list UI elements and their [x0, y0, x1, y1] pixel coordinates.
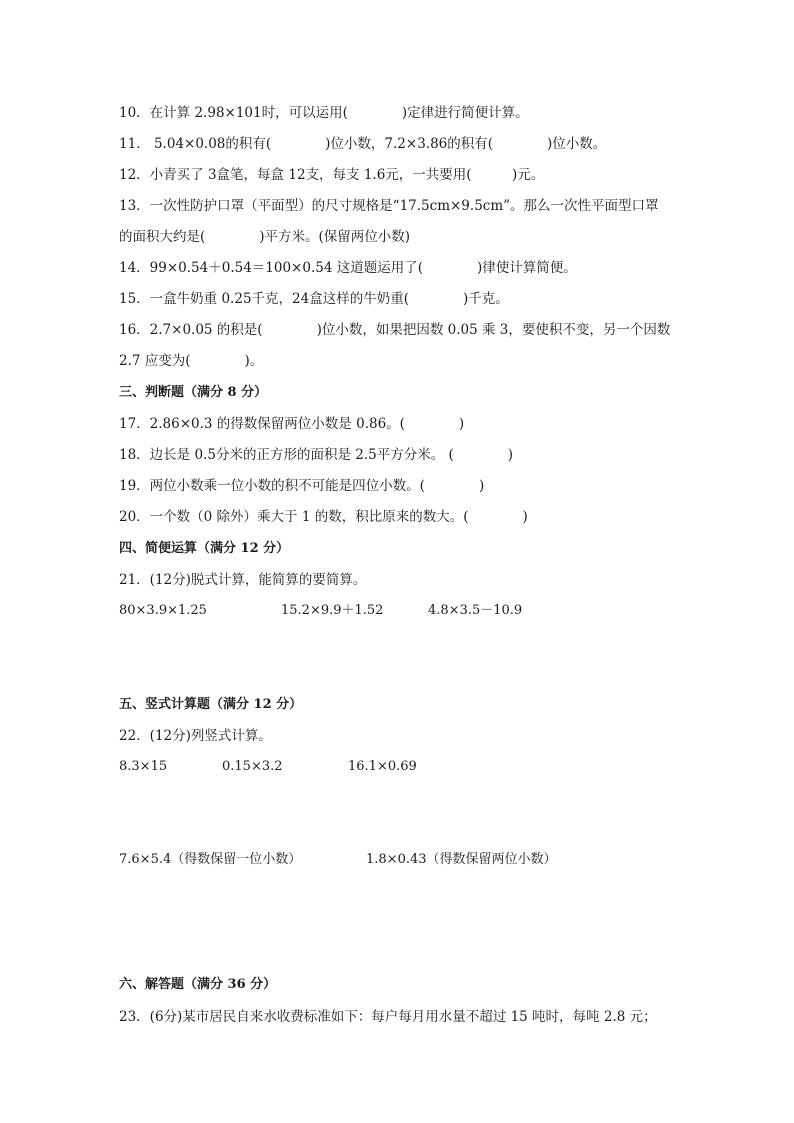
- question-13-line-1: 13．一次性防护口罩（平面型）的尺寸规格是“17.5cm×9.5cm”。那么一次性平面型口罩: [119, 198, 659, 214]
- question-19: 19．两位小数乘一位小数的积不可能是四位小数。( ): [119, 478, 485, 494]
- question-21: 21．(12分)脱式计算，能简算的要简算。: [119, 572, 367, 588]
- question-22: 22．(12分)列竖式计算。: [119, 728, 272, 744]
- expression-22-4: 7.6×5.4（得数保留一位小数）: [119, 852, 302, 867]
- expression-22-2: 0.15×3.2: [222, 759, 283, 774]
- question-23: 23．(6分)某市居民自来水收费标准如下：每户每月用水量不超过 15 吨时，每吨 2.8 元；: [119, 1009, 657, 1025]
- question-14: 14．99×0.54＋0.54＝100×0.54 这道题运用了( )律使计算简便。: [119, 260, 577, 276]
- section-6-heading: 六、解答题（满分 36 分）: [119, 977, 277, 992]
- question-20: 20．一个数（0 除外）乘大于 1 的数，积比原来的数大。( ): [119, 509, 528, 525]
- question-16-line-1: 16．2.7×0.05 的积是( )位小数，如果把因数 0.05 乘 3，要使积不变，另一个因数: [119, 322, 671, 338]
- question-13-line-2: 的面积大约是( )平方米。(保留两位小数): [119, 229, 411, 245]
- question-18: 18．边长是 0.5分米的正方形的面积是 2.5平方分米。 ( ): [119, 447, 514, 463]
- question-10: 10．在计算 2.98×101时，可以运用( )定律进行简便计算。: [119, 105, 529, 121]
- expression-22-1: 8.3×15: [119, 759, 168, 774]
- question-16-line-2: 2.7 应变为( )。: [119, 353, 264, 369]
- expression-21-1: 80×3.9×1.25: [119, 603, 207, 618]
- expression-22-5: 1.8×0.43（得数保留两位小数）: [366, 852, 557, 867]
- section-5-heading: 五、竖式计算题（满分 12 分）: [119, 697, 303, 712]
- section-4-heading: 四、简便运算（满分 12 分）: [119, 541, 290, 556]
- question-17: 17．2.86×0.3 的得数保留两位小数是 0.86。( ): [119, 416, 465, 432]
- expression-22-3: 16.1×0.69: [348, 759, 417, 774]
- question-12: 12．小青买了 3盒笔，每盒 12支，每支 1.6元，一共要用( )元。: [119, 167, 545, 183]
- expression-21-2: 15.2×9.9＋1.52: [281, 603, 384, 618]
- question-11: 11． 5.04×0.08的积有( )位小数，7.2×3.86的积有( )位小数。: [119, 136, 607, 152]
- section-3-heading: 三、判断题（满分 8 分）: [119, 385, 268, 400]
- question-15: 15．一盒牛奶重 0.25千克，24盒这样的牛奶重( )千克。: [119, 291, 509, 307]
- expression-21-3: 4.8×3.5－10.9: [428, 603, 523, 618]
